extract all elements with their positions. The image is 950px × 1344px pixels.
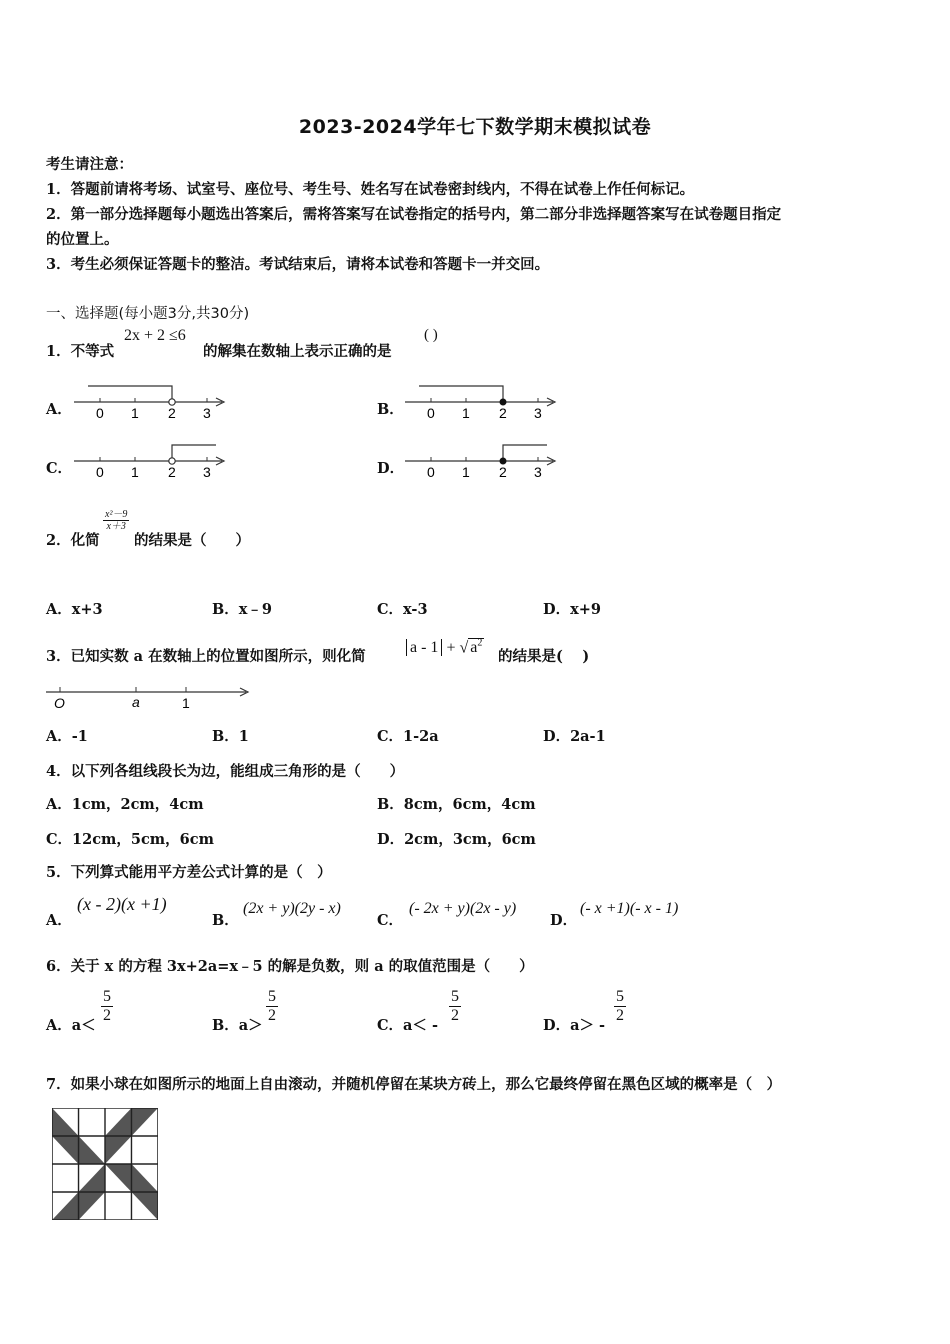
q5-option-c-label[interactable]: C．	[377, 912, 404, 929]
tick-label: 2	[168, 464, 176, 480]
q2-option-c[interactable]: C．x-3	[377, 601, 428, 618]
axis-label-one: 1	[182, 695, 190, 711]
fraction-numerator: 5	[268, 988, 276, 1005]
q2-fraction	[103, 509, 129, 532]
fraction-denominator: 2	[451, 1006, 459, 1024]
q3-abs-value: a - 1	[406, 639, 442, 656]
tick-label: 1	[462, 464, 470, 480]
q6-text: 6．关于 x 的方程 3x+2a=x﹣5 的解是负数，则 a 的取值范围是（ ）	[46, 958, 534, 975]
q2-option-a[interactable]: A．x+3	[46, 601, 103, 618]
fraction-numerator: 5	[451, 988, 459, 1005]
notice-heading: 考生请注意：	[46, 156, 133, 173]
q3-option-c[interactable]: C．1-2a	[377, 728, 439, 745]
q7-text: 7．如果小球在如图所示的地面上自由滚动，并随机停留在某块方砖上，那么它最终停留在黑色区域的概率是（ ）	[46, 1076, 782, 1093]
q4-option-c[interactable]: C．12cm，5cm，6cm	[46, 831, 214, 848]
q1-answer-paren: ( )	[424, 327, 438, 343]
q5-option-d-label[interactable]: D．	[550, 912, 578, 929]
notice-item-2: 2．第一部分选择题每小题选出答案后，需将答案写在试卷指定的括号内，第二部分非选择题答案写在试卷题目指定	[46, 206, 782, 223]
tick-label: 1	[462, 405, 470, 421]
q1-option-b-label[interactable]: B．	[377, 401, 404, 418]
q5-option-d-expr: (- x +1)(- x - 1)	[580, 900, 679, 917]
q7-tile-grid	[52, 1108, 158, 1220]
q5-option-c-expr: (- 2x + y)(2x - y)	[409, 900, 517, 917]
axis-label-origin: O	[54, 695, 65, 711]
q4-text: 4．以下列各组线段长为边，能组成三角形的是（ ）	[46, 763, 405, 780]
q4-option-b[interactable]: B．8cm，6cm，4cm	[377, 796, 536, 813]
q5-text: 5．下列算式能用平方差公式计算的是（ ）	[46, 864, 332, 881]
q1-option-c-label[interactable]: C．	[46, 460, 73, 477]
tick-label: 0	[427, 464, 435, 480]
q1-option-b-numberline	[401, 380, 566, 425]
notice-item-1: 1．答题前请将考场、试室号、座位号、考生号、姓名写在试卷密封线内，不得在试卷上作任何标记。	[46, 181, 695, 198]
q6-option-a-fraction	[101, 988, 113, 1024]
fraction-denominator: 2	[616, 1006, 624, 1024]
tick-label: 0	[96, 405, 104, 421]
fraction-denominator: 2	[268, 1006, 276, 1024]
q6-option-c-fraction	[449, 988, 461, 1024]
q2-prefix: 2．化简	[46, 532, 100, 549]
section-heading: 一、选择题(每小题3分,共30分)	[46, 306, 250, 322]
notice-item-2-cont: 的位置上。	[46, 231, 119, 248]
tick-label: 1	[131, 464, 139, 480]
fraction-numerator: 5	[103, 988, 111, 1005]
fraction-denominator: 2	[103, 1006, 111, 1024]
q3-sqrt-exponent: 2	[477, 638, 483, 649]
q1-expression: 2x + 2 ≤6	[124, 327, 186, 344]
q5-option-a-label[interactable]: A．	[46, 912, 72, 929]
q1-option-a-label[interactable]: A．	[46, 401, 72, 418]
q5-option-b-label[interactable]: B．	[212, 912, 239, 929]
sqrt-icon: √	[459, 639, 469, 657]
q3-option-a[interactable]: A．-1	[46, 728, 88, 745]
q6-option-d-fraction	[614, 988, 626, 1024]
q3-suffix: 的结果是( )	[498, 648, 590, 665]
q6-option-d-label[interactable]: D．a＞ -	[543, 1017, 606, 1034]
q2-denominator: x＋3	[106, 521, 126, 532]
tick-label: 0	[427, 405, 435, 421]
q6-option-a-label[interactable]: A．a＜	[46, 1017, 96, 1034]
q3-numberline	[44, 680, 254, 712]
q1-option-d-numberline	[401, 439, 566, 484]
q3-plus: +	[446, 639, 456, 657]
q3-option-b[interactable]: B．1	[212, 728, 249, 745]
tick-label: 2	[168, 405, 176, 421]
q2-option-d[interactable]: D．x+9	[543, 601, 601, 618]
q6-option-c-label[interactable]: C．a＜ -	[377, 1017, 439, 1034]
page-title: 2023-2024学年七下数学期末模拟试卷	[298, 116, 652, 138]
fraction-numerator: 5	[616, 988, 624, 1005]
tick-label: 3	[203, 464, 211, 480]
q3-option-d[interactable]: D．2a-1	[543, 728, 606, 745]
tick-label: 1	[131, 405, 139, 421]
tick-label: 3	[203, 405, 211, 421]
tick-label: 3	[534, 464, 542, 480]
tick-label: 0	[96, 464, 104, 480]
q3-sqrt-base: a	[470, 639, 478, 657]
q1-option-c-numberline	[70, 439, 235, 484]
q4-option-a[interactable]: A．1cm，2cm，4cm	[46, 796, 204, 813]
q2-suffix: 的结果是（ ）	[134, 532, 250, 549]
q2-numerator: x²－9	[105, 509, 128, 520]
tick-label: 3	[534, 405, 542, 421]
tick-label: 2	[499, 464, 507, 480]
tick-label: 2	[499, 405, 507, 421]
q1-option-a-numberline	[70, 380, 235, 425]
notice-item-3: 3．考生必须保证答题卡的整洁。考试结束后，请将本试卷和答题卡一并交回。	[46, 256, 550, 273]
axis-label-a: a	[132, 694, 140, 710]
q1-prefix: 1．不等式	[46, 343, 115, 360]
q1-suffix: 的解集在数轴上表示正确的是	[203, 343, 392, 360]
q6-option-b-fraction	[266, 988, 278, 1024]
q1-option-d-label[interactable]: D．	[377, 460, 405, 477]
q5-option-a-expr: (x - 2)(x +1)	[77, 894, 167, 914]
q2-option-b[interactable]: B．x﹣9	[212, 601, 272, 618]
q6-option-b-label[interactable]: B．a＞	[212, 1017, 263, 1034]
q3-prefix: 3．已知实数 a 在数轴上的位置如图所示，则化简	[46, 648, 366, 665]
q4-option-d[interactable]: D．2cm，3cm，6cm	[377, 831, 536, 848]
q3-expression	[406, 638, 484, 657]
q5-option-b-expr: (2x + y)(2y - x)	[243, 900, 341, 917]
